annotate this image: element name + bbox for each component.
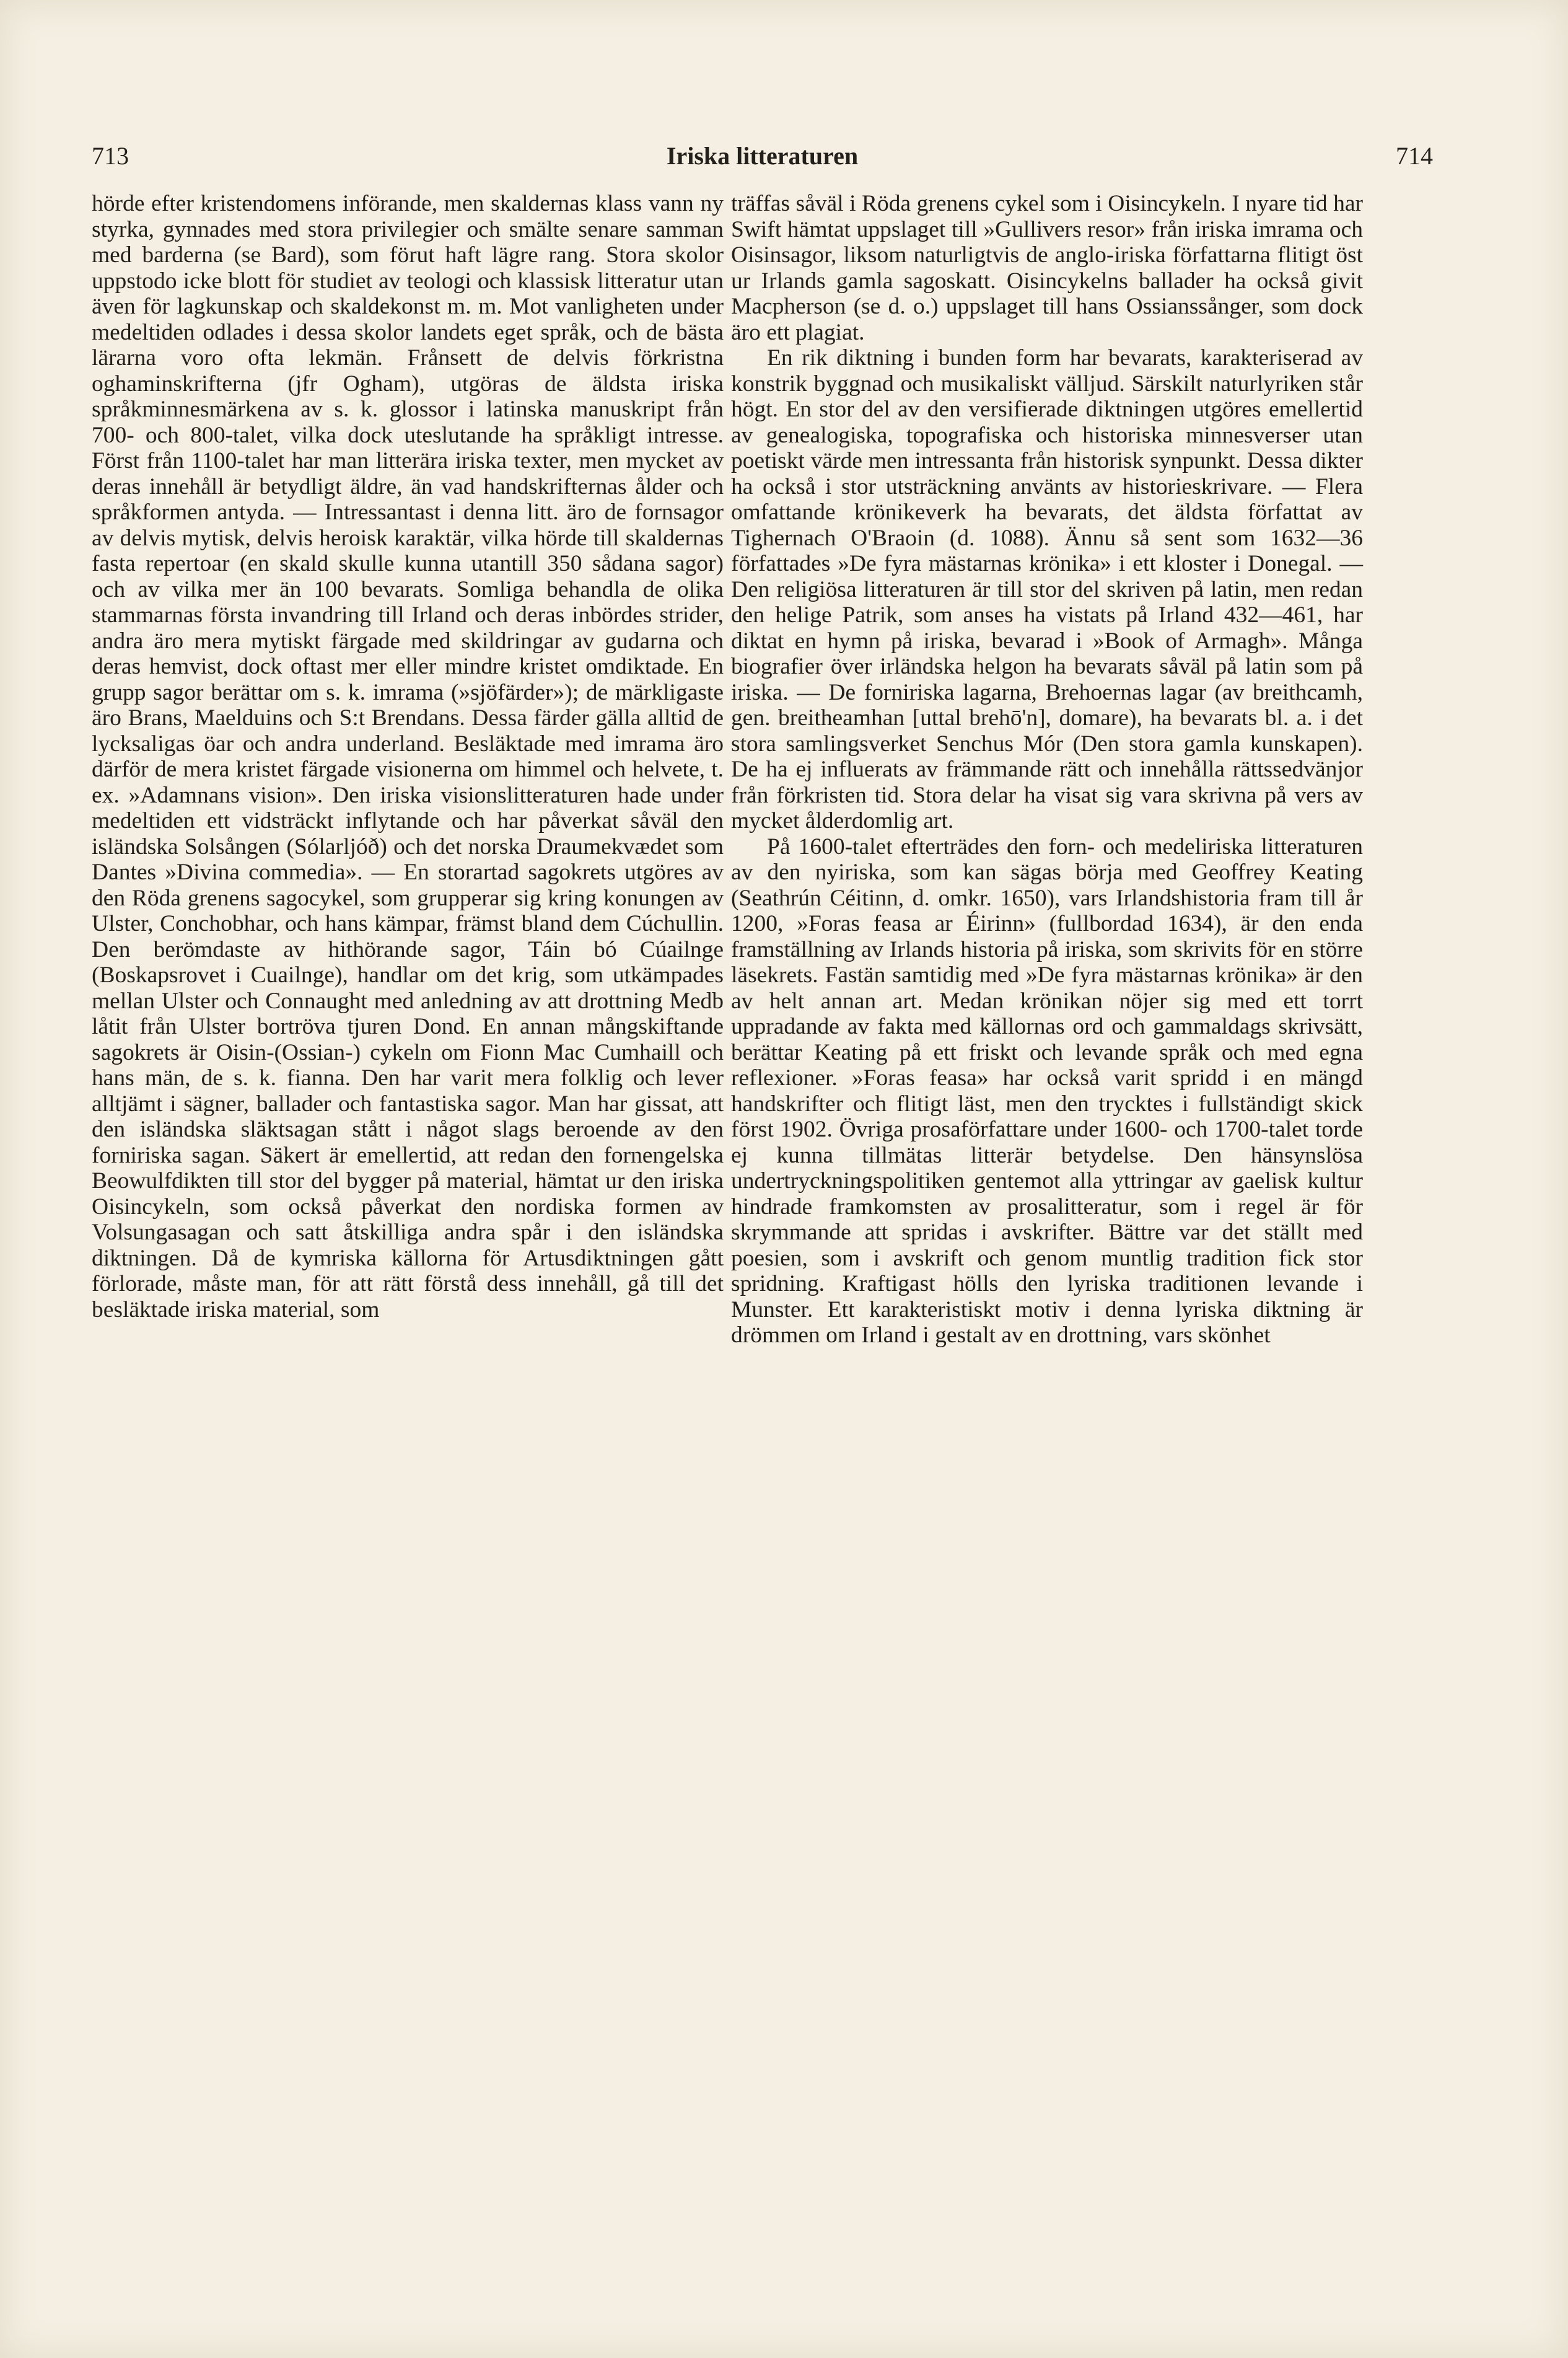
running-header xyxy=(92,141,1433,178)
left-column xyxy=(92,191,724,1322)
right-paragraph-1: träffas såväl i Röda grenens cykel som i Oisincykeln. I nyare tid har Swift hämtat uppslaget till »Gullivers resor» från iriska imrama och Oisinsagor, liksom naturligtvis de anglo-iriska författarna flitigt öst ur Irlands gamla sagoskatt. Oisincykelns ballader ha också givit Macpherson (se d. o.) uppslaget till hans Ossianssånger, som dock äro ett plagiat. xyxy=(731,191,1363,345)
right-paragraph-2: En rik diktning i bunden form har bevarats, karakteriserad av konstrik byggnad och musikaliskt välljud. Särskilt naturlyriken står högt. En stor del av den versifierade diktningen utgöres emellertid av genealogiska, topografiska och historiska minnesverser utan poetiskt värde men intressanta från historisk synpunkt. Dessa dikter ha också i stor utsträckning använts av historieskrivare. — Flera omfattande krönikeverk ha bevarats, det äldsta författat av Tighernach O'Braoin (d. 1088). Ännu så sent som 1632—36 författades »De fyra mästarnas krönika» i ett kloster i Donegal. — Den religiösa litteraturen är till stor del skriven på latin, men redan den helige Patrik, som anses ha vistats på Irland 432—461, har diktat en hymn på iriska, bevarad i »Book of Armagh». Många biografier över irländska helgon ha bevarats såväl på latin som på iriska. — De forniriska lagarna, Brehoernas lagar (av breithcamh, gen. breitheamhan [uttal brehō'n], domare), ha bevarats bl. a. i det stora samlingsverket Senchus Mór (Den stora gamla kunskapen). De ha ej influerats av främmande rätt och innehålla rättssedvänjor från förkristen tid. Stora delar ha visat sig vara skrivna på vers av mycket ålderdomlig art. xyxy=(731,345,1363,834)
left-paragraph-1: hörde efter kristendomens införande, men skaldernas klass vann ny styrka, gynnades med stora privilegier och smälte senare samman med barderna (se Bard), som förut haft lägre rang. Stora skolor uppstodo icke blott för studiet av teologi och klassisk litteratur utan även för lagkunskap och skaldekonst m. m. Mot vanligheten under medeltiden odlades i dessa skolor landets eget språk, och de bästa lärarna voro ofta lekmän. Frånsett de delvis förkristna oghaminskrifterna (jfr Ogham), utgöras de äldsta iriska språkminnesmärkena av s. k. glossor i latinska manuskript från 700- och 800-talet, vilka dock uteslutande ha språkligt intresse. Först från 1100-talet har man litterära iriska texter, men mycket av deras innehåll är betydligt äldre, än vad handskrifternas ålder och språkformen antyda. — Intressantast i denna litt. äro de fornsagor av delvis mytisk, delvis heroisk karaktär, vilka hörde till skaldernas fasta repertoar (en skald skulle kunna utantill 350 sådana sagor) och av vilka mer än 100 bevarats. Somliga behandla de olika stammarnas första invandring till Irland och deras inbördes strider, andra äro mera mytiskt färgade med skildringar av gudarna och deras hemvist, dock oftast mer eller mindre kristet omdiktade. En grupp sagor berättar om s. k. imrama (»sjöfärder»); de märkligaste äro Brans, Maelduins och S:t Brendans. Dessa färder gälla alltid de lycksaligas öar och andra underland. Besläktade med imrama äro därför de mera kristet färgade visionerna om himmel och helvete, t. ex. »Adamnans vision». Den iriska visionslitteraturen hade under medeltiden ett vidsträckt inflytande och har påverkat såväl den isländska Solsången (Sólarljóð) och det norska Draumekvædet som Dantes »Divina commedia». — En storartad sagokrets utgöres av den Röda grenens sagocykel, som grupperar sig kring konungen av Ulster, Conchobhar, och hans kämpar, främst bland dem Cúchullin. Den berömdaste av hithörande sagor, Táin bó Cúailnge (Boskapsrovet i Cuailnge), handlar om det krig, som utkämpades mellan Ulster och Connaught med anledning av att drottning Medb låtit från Ulster bortröva tjuren Dond. En annan mångskiftande sagokrets är Oisin-(Ossian-) cykeln om Fionn Mac Cumhaill och hans män, de s. k. fianna. Den har varit mera folklig och lever alltjämt i sägner, ballader och fantastiska sagor. Man har gissat, att den isländska släktsagan stått i något slags beroende av den forniriska sagan. Säkert är emellertid, att redan den fornengelska Beowulfdikten till stor del bygger på material, hämtat ur den iriska Oisincykeln, som också påverkat den nordiska formen av Volsungasagan och satt åtskilliga andra spår i den isländska diktningen. Då de kymriska källorna för Artusdiktningen gått förlorade, måste man, för att rätt förstå dess innehåll, gå till det besläktade iriska material, som xyxy=(92,191,724,1322)
page-number-right: 714 xyxy=(1396,142,1433,170)
running-title: Iriska litteraturen xyxy=(666,142,859,170)
page-number-left: 713 xyxy=(92,142,129,170)
right-paragraph-3: På 1600-talet efterträdes den forn- och medeliriska litteraturen av den nyiriska, som kan sägas börja med Geoffrey Keating (Seathrún Céitinn, d. omkr. 1650), vars Irlandshistoria fram till år 1200, »Foras feasa ar Éirinn» (fullbordad 1634), är den enda framställning av Irlands historia på iriska, som skrivits för en större läsekrets. Fastän samtidig med »De fyra mästarnas krönika» är den av helt annan art. Medan krönikan nöjer sig med ett torrt uppradande av fakta med källornas ord och gammaldags skrivsätt, berättar Keating på ett friskt och levande språk och med egna reflexioner. »Foras feasa» har också varit spridd i en mängd handskrifter och flitigt läst, men den trycktes i fullständigt skick först 1902. Övriga prosaförfattare under 1600- och 1700-talet torde ej kunna tillmätas litterär betydelse. Den hänsynslösa undertryckningspolitiken gentemot alla yttringar av gaelisk kultur hindrade framkomsten av prosalitteratur, som i regel är för skrymmande att spridas i avskrifter. Bättre var det ställt med poesien, som i avskrift och genom muntlig tradition fick stor spridning. Kraftigast hölls den lyriska traditionen levande i Munster. Ett karakteristiskt motiv i denna lyriska diktning är drömmen om Irland i gestalt av en drottning, vars skönhet xyxy=(731,834,1363,1348)
right-column xyxy=(731,191,1363,1348)
